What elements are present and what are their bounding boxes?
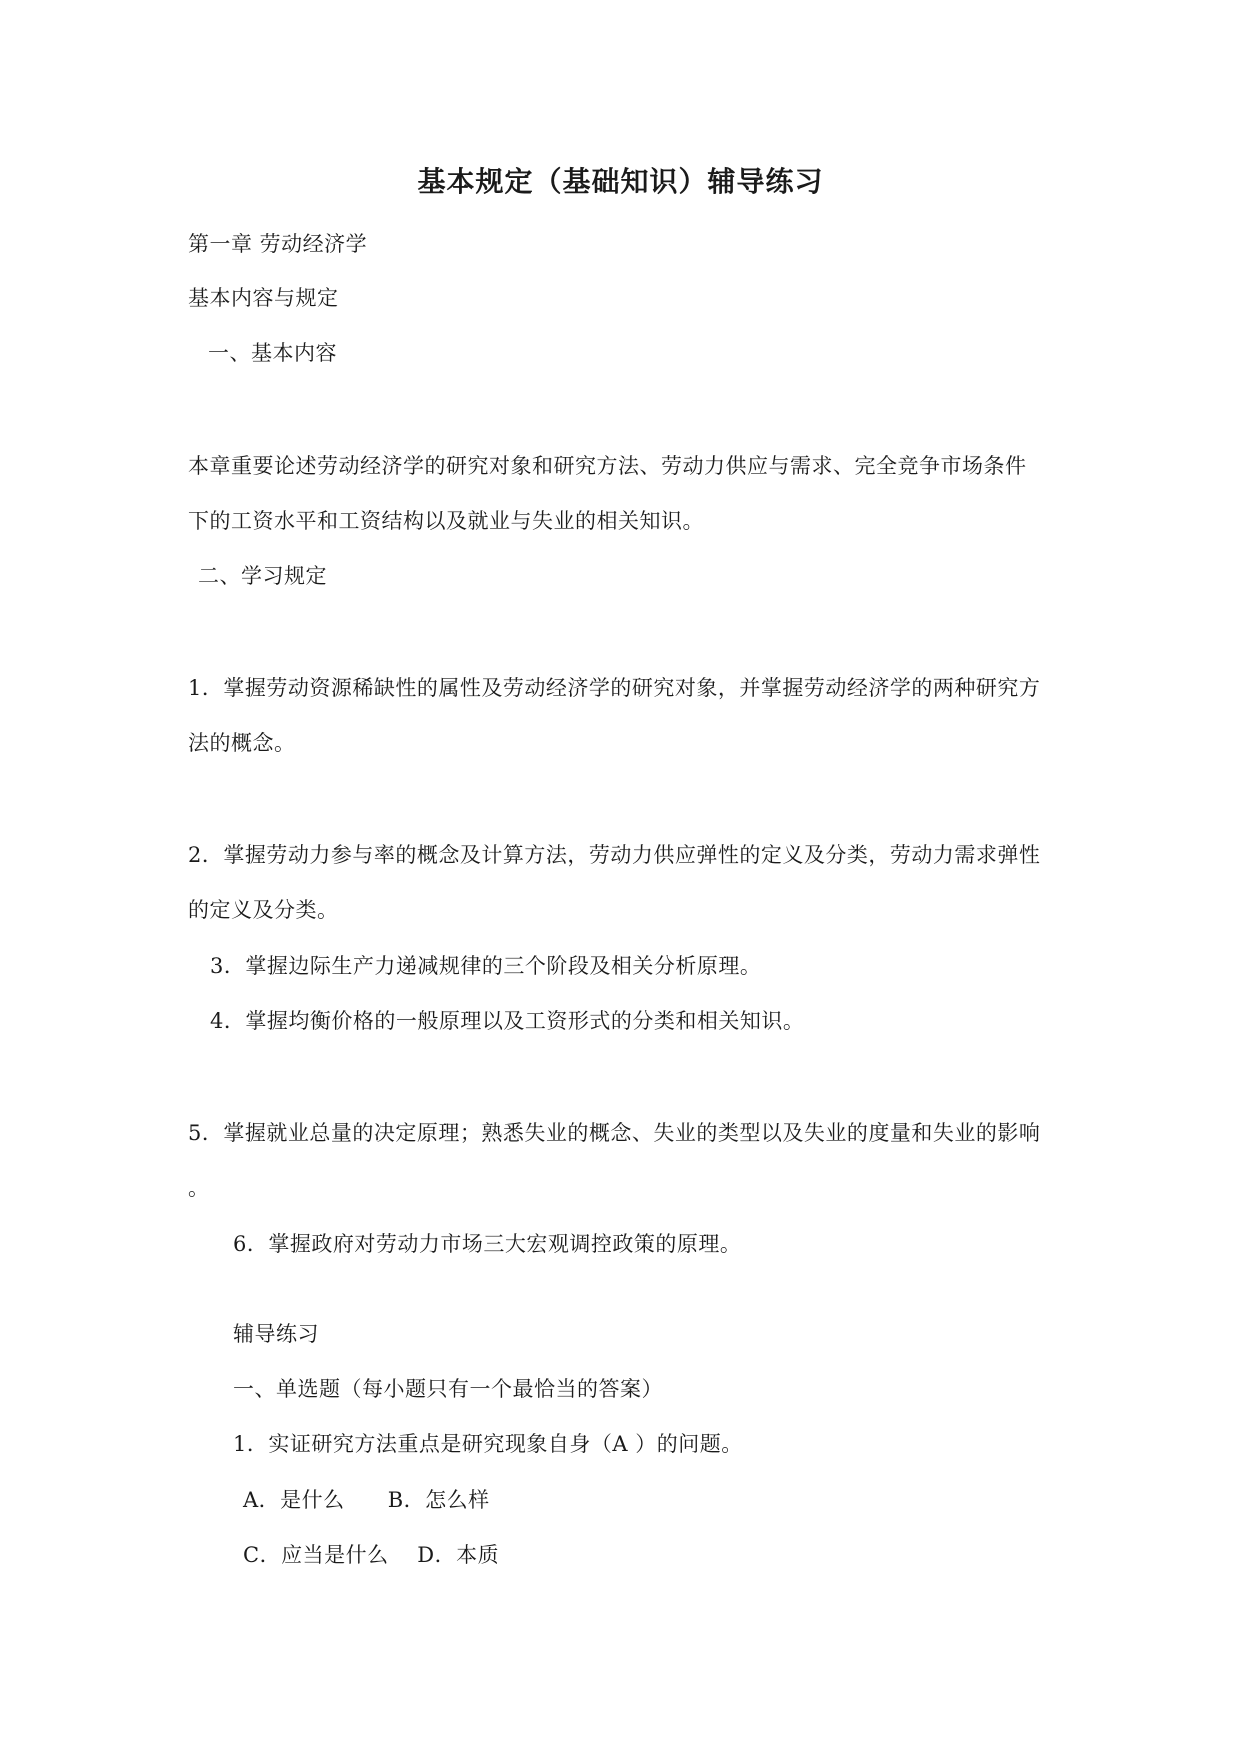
part-one-text-line-1: 本章重要论述劳动经济学的研究对象和研究方法、劳动力供应与需求、完全竞争市场条件 [188,454,1027,478]
requirement-2-line-1: 2．掌握劳动力参与率的概念及计算方法，劳动力供应弹性的定义及分类，劳动力需求弹性 [188,843,1041,867]
requirement-2-line-2: 的定义及分类。 [188,898,339,922]
requirement-3: 3．掌握边际生产力递减规律的三个阶段及相关分析原理。 [210,954,762,978]
exercise-heading: 辅导练习 [233,1322,319,1346]
part-one-heading: 一、基本内容 [208,341,337,365]
question-1-options-line-1: A．是什么 B．怎么样 [243,1488,490,1512]
requirement-5-line-2: 。 [188,1176,210,1200]
requirement-1-line-2: 法的概念。 [188,731,296,755]
chapter-heading: 第一章 劳动经济学 [188,232,368,256]
single-choice-heading: 一、单选题（每小题只有一个最恰当的答案） [233,1377,663,1401]
requirement-1-line-1: 1．掌握劳动资源稀缺性的属性及劳动经济学的研究对象，并掌握劳动经济学的两种研究方 [188,676,1041,700]
section-heading: 基本内容与规定 [188,286,339,310]
requirement-5-line-1: 5．掌握就业总量的决定原理；熟悉失业的概念、失业的类型以及失业的度量和失业的影响 [188,1121,1041,1145]
part-two-heading: 二、学习规定 [198,564,327,588]
requirement-6: 6．掌握政府对劳动力市场三大宏观调控政策的原理。 [233,1232,742,1256]
question-1-options-line-2: C．应当是什么 D．本质 [243,1543,500,1567]
question-1: 1．实证研究方法重点是研究现象自身（A ）的问题。 [233,1432,743,1456]
requirement-4: 4．掌握均衡价格的一般原理以及工资形式的分类和相关知识。 [210,1009,805,1033]
document-title: 基本规定（基础知识）辅导练习 [417,165,824,198]
part-one-text-line-2: 下的工资水平和工资结构以及就业与失业的相关知识。 [188,509,704,533]
